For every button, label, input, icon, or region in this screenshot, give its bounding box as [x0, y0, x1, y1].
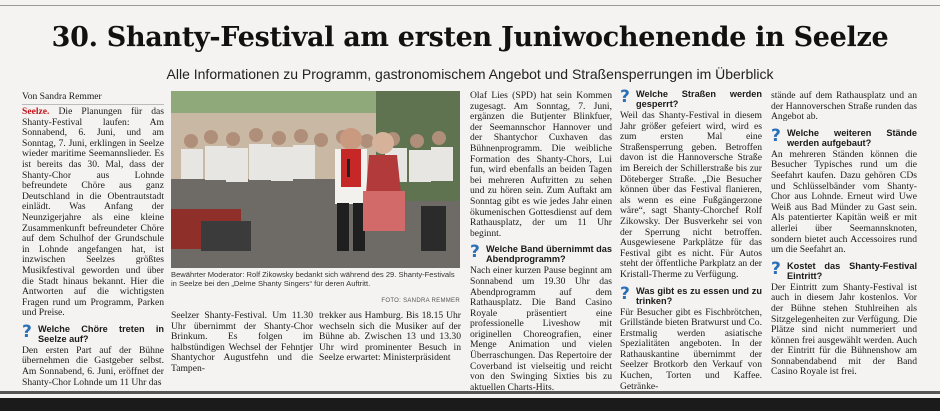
- question-text: Welche Band übernimmt das Abendprogramm?: [486, 244, 612, 265]
- question-text: Welche weiteren Stände werden aufgebaut?: [787, 127, 917, 148]
- question-mark-icon: ?: [771, 258, 781, 279]
- column-1: [22, 107, 164, 392]
- lead-text: Die Planungen für das Shanty-Festival laufen: Am Sonnabend, 6. Juni, und am Sonntag, 7. Juni, erklingen in Seelze wieder maritime Seemannslieder. Es ist bereits das 30. Mal, dass der Shanty-Chor aus Lohnde befreundete Chöre aus ganz Deutschland in die Obentrautstadt einlädt. Was Anfang der Neunzigerjahre als eine kleine Zusammenkunft befreundeter Chöre auf dem Schulhof der Grundschule in Lohnde angefangen hat, ist inzwischen Seelzes größtes Musikfestival geworden und über die Stadt hinaus bekannt. Hier die Antworten auf die wichtigsten Fragen rund um Programm, Parken und Preise.: [22, 107, 164, 319]
- bottom-divider: [0, 391, 940, 394]
- question-mark-icon: ?: [470, 242, 480, 263]
- festival-photo: [171, 91, 460, 268]
- question-heading: [620, 89, 762, 109]
- answer-paragraph: Nach einer kurzen Pause beginnt am Sonnabend um 19.30 Uhr das Abendprogramm auf dem Rathausplatz. Die Band Casino Royale präsentiert eine professionelle Liveshow mit originellen Choreografien, einer Menge Animation und vielen Überraschungen. Das Repertoire der Coverband ist vielseitig und reicht von den Swinging Sixties bis zu aktuellen Charts-Hits.: [470, 265, 612, 391]
- question-text: Kostet das Shanty-Festival Eintritt?: [787, 260, 917, 281]
- question-mark-icon: ?: [620, 283, 630, 304]
- lead-paragraph: [22, 107, 164, 319]
- answer-paragraph: Für Besucher gibt es Fischbrötchen, Grillstände bieten Bratwurst und Co. Erstmalig werden asiatische Spezialitäten angeboten. In der Rathauskantine übernimmt der Seelzer Brotkorb den Verkauf von Kuchen, Torten und Kaffee. Getränke-: [620, 306, 762, 391]
- question-mark-icon: ?: [771, 125, 781, 146]
- question-text: Welche Straßen werden gesperrt?: [636, 89, 762, 109]
- question-heading: [771, 125, 917, 148]
- question-heading: [470, 244, 612, 264]
- question-heading: [620, 283, 762, 306]
- column-6: [771, 91, 917, 391]
- column-3-bottom: [319, 311, 461, 392]
- answer-paragraph: An mehreren Ständen können die Besucher Typisches rund um die Seefahrt kaufen. Dazu gehören CDs und Schlüsselbänder vom Shanty-Chor aus Lohnde. Erneut wird Uwe Weiß aus Bad Münder zu Gast sein. Als patentierter Kapitän weiß er mit allerlei über Seemannsknoten, sondern bietet auch Accessoires rund um die Seefahrt an.: [771, 148, 917, 256]
- answer-paragraph: Der Eintritt zum Shanty-Festival ist auch in diesem Jahr kostenlos. Vor der Bühne stehen Stuhlreihen als Sitzgelegenheiten zur Verfügung. Die Plätze sind nicht nummeriert und können frei ausgewählt werden. Auch der Eintritt für die Bühnenshow am Sonnabendabend mit der Band Casino Royale ist frei.: [771, 281, 917, 378]
- question-heading: [771, 258, 917, 281]
- question-mark-icon: ?: [22, 321, 32, 342]
- paragraph: Olaf Lies (SPD) hat sein Kommen zugesagt. Am Sonntag, 7. Juni, ergänzen die Butjenter Blinkfuer, der Seemannschor Hannover und der Shantychor Cuxhaven das Bühnenprogramm. Die weibliche Formation des Shanty-Chors, Lui fun, wird ebenfalls an beiden Tagen bei mehreren Auftritten zu sehen und zu hören sein. Zum Auftakt am Sonntag gibt es wie jedes Jahr einen ökumenischen Gottesdienst auf dem Rathausplatz, der um 11 Uhr beginnt.: [470, 91, 612, 239]
- byline-rule: [22, 104, 164, 105]
- column-5: [620, 89, 762, 391]
- answer-paragraph: Den ersten Part auf der Bühne übernehmen die Gastgeber selbst. Am Sonnabend, 6. Juni, eröffnet der Shanty-Chor Lohnde um 11 Uhr das: [22, 344, 164, 388]
- top-rule: [0, 5, 940, 6]
- column-4: [470, 91, 612, 391]
- question-text: Welche Chöre treten in Seelze auf?: [38, 323, 164, 344]
- dateline: Seelze.: [22, 107, 50, 117]
- photo-credit: FOTO: SANDRA REMMER: [381, 298, 460, 304]
- column-2-bottom: [171, 311, 313, 392]
- byline: Von Sandra Remmer: [22, 91, 102, 102]
- photo-caption: Bewährter Moderator: Rolf Zikowsky bedankt sich während des 29. Shanty-Festivals in Seelze bei den „Delme Shanty Singers“ für deren Auftritt.: [171, 270, 455, 289]
- question-heading: [22, 321, 164, 344]
- question-text: Was gibt es zu essen und zu trinken?: [636, 285, 762, 306]
- answer-paragraph: Weil das Shanty-Festival in diesem Jahr größer gefeiert wird, wird es zum ersten Mal eine Straßensperrung geben. Betroffen davon ist die Hannoversche Straße im Bereich der Schillerstraße bis zur Döteberger Straße. „Die Besucher können über das Festival flanieren, als wenn es eine Fußgängerzone wäre“, sagt Shanty-Chorchef Rolf Zikowsky. Der Busverkehr sei von der Sperrung nicht betroffen. Ausgewiesene Parkplätze für das Festival gibt es nicht. Für Autos steht der öffentliche Parkplatz an der Kristall-Therme zu Verfügung.: [620, 110, 762, 280]
- paragraph: Seelzer Shanty-Festival. Um 11.30 Uhr übernimmt der Shanty-Chor Brinkum. Es folgen im halbstündigen Wechsel der Fehntjer Shantychor Augustfehn und die Tampen-: [171, 311, 313, 374]
- subheadline: Alle Informationen zu Programm, gastronomischem Angebot und Straßensperrungen im Überblick: [166, 66, 774, 82]
- paragraph: stände auf dem Rathausplatz und an der Hannoverschen Straße runden das Angebot ab.: [771, 91, 917, 123]
- headline: 30. Shanty-Festival am ersten Juniwochenende in Seelze: [51, 22, 889, 53]
- paragraph: trekker aus Hamburg. Bis 18.15 Uhr wechseln sich die Musiker auf der Bühne ab. Zwischen 13 und 13.30 Uhr wird prominenter Besuch in Seelze erwartet: Ministerpräsident: [319, 311, 461, 364]
- question-mark-icon: ?: [620, 89, 630, 107]
- bottom-bar: [0, 398, 940, 411]
